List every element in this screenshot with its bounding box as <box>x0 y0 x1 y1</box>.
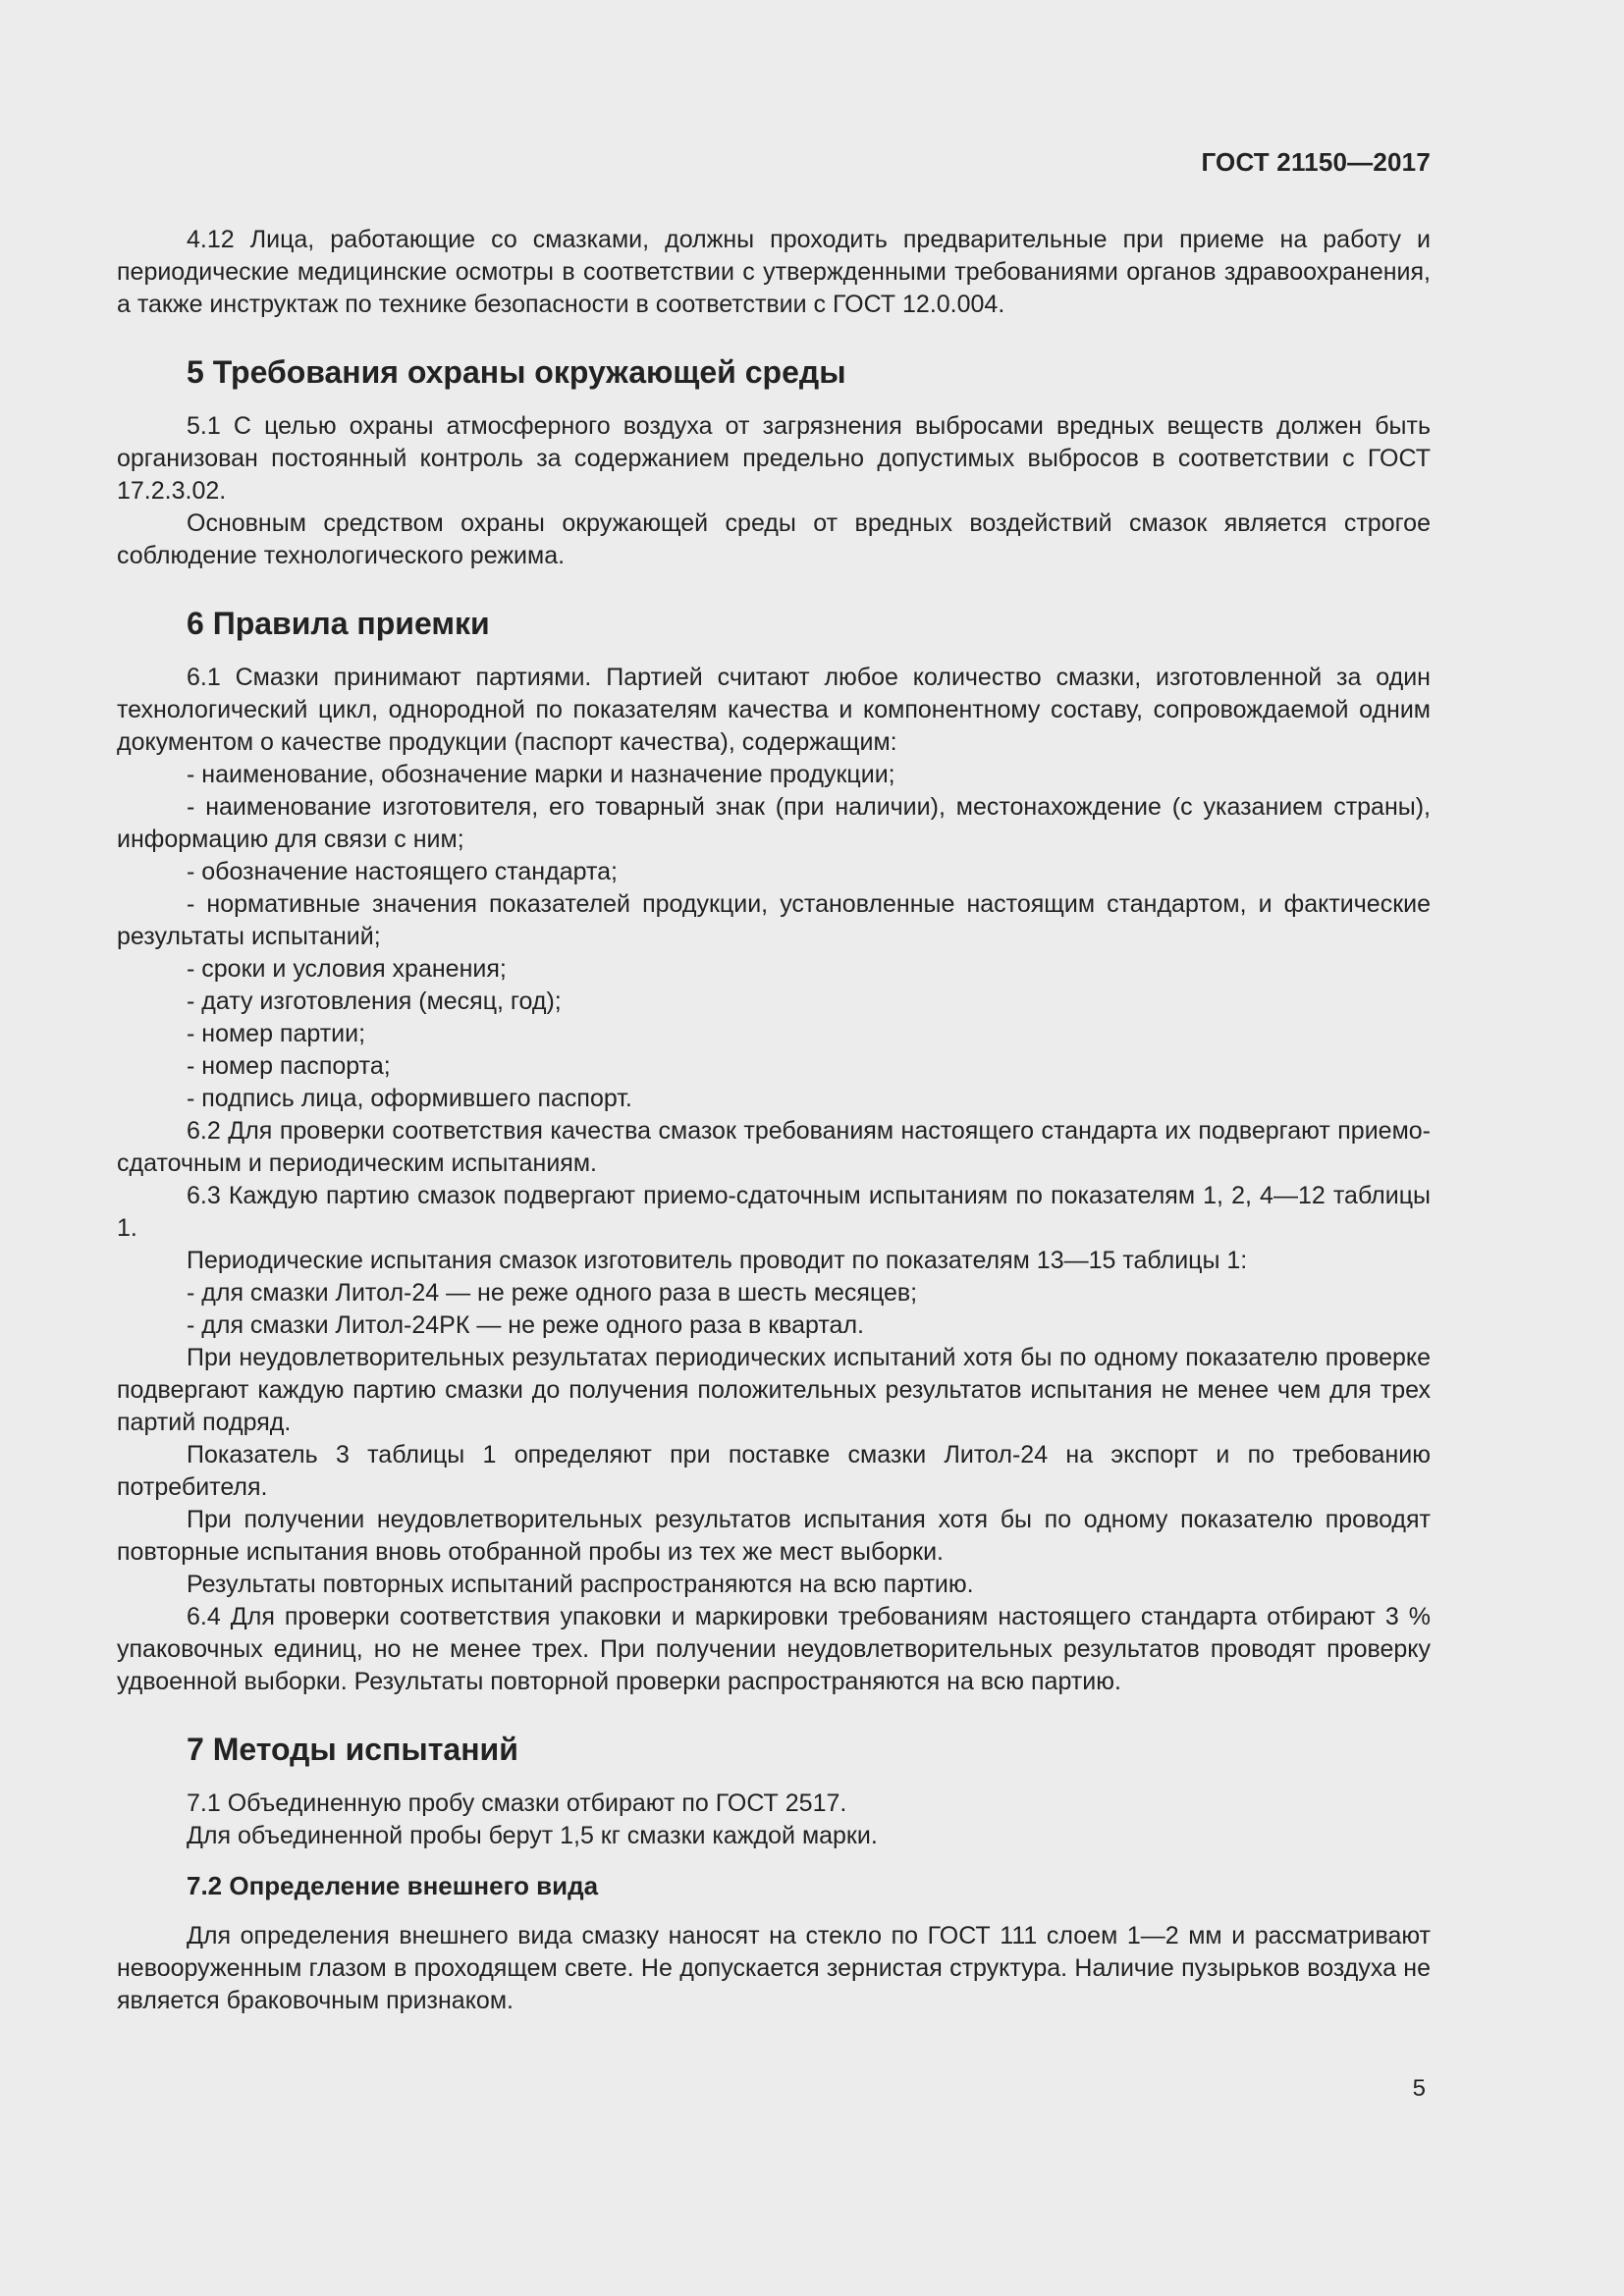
list-item: - номер паспорта; <box>187 1052 391 1080</box>
paragraph-7-1: 7.1 Объединенную пробу смазки отбирают по ГОСТ 2517. <box>187 1789 847 1817</box>
paragraph-6-3: 6.3 Каждую партию смазок подвергают приемо-сдаточным испытаниям по показателям 1, 2, 4—12 таблицы 1. <box>117 1182 1431 1242</box>
paragraph-4-12: 4.12 Лица, работающие со смазками, должны проходить предварительные при приеме на работу и периодические медицинские осмотры в соответствии с утвержденными требованиями органов здравоохранения, а также инструктаж по технике безопасности в соответствии с ГОСТ 12.0.004. <box>117 226 1431 318</box>
paragraph-7-2: Для определения внешнего вида смазку наносят на стекло по ГОСТ 111 слоем 1—2 мм и рассматривают невооруженным глазом в проходящем свете. Не допускается зернистая структура. Наличие пузырьков воздуха не является браковочным признаком. <box>117 1922 1431 2014</box>
document-body <box>117 224 1431 2017</box>
section-7-title: 7 Методы испытаний <box>187 1732 518 1767</box>
document-id-header: ГОСТ 21150—2017 <box>1201 147 1431 177</box>
paragraph-6-1: 6.1 Смазки принимают партиями. Партией считают любое количество смазки, изготовленной за один технологический цикл, однородной по показателям качества и компонентному составу, сопровождаемой одним документом о качестве продукции (паспорт качества), содержащим: <box>117 664 1431 756</box>
list-item: - наименование, обозначение марки и назначение продукции; <box>187 761 895 788</box>
list-item: - нормативные значения показателей продукции, установленные настоящим стандартом, и фактические результаты испытаний; <box>117 890 1431 950</box>
periodic-tests-list <box>117 1277 1431 1342</box>
list-item: - для смазки Литол-24РК — не реже одного раза в квартал. <box>187 1311 864 1339</box>
list-item: - обозначение настоящего стандарта; <box>187 858 618 885</box>
list-item: - для смазки Литол-24 — не реже одного раза в шесть месяцев; <box>187 1279 918 1307</box>
paragraph-unsatisfactory-periodic: При неудовлетворительных результатах периодических испытаний хотя бы по одному показателю проверке подвергают каждую партию смазки до получения положительных результатов испытания не менее чем для трех партий подряд. <box>117 1344 1431 1436</box>
list-item: - дату изготовления (месяц, год); <box>187 988 562 1015</box>
list-item: - наименование изготовителя, его товарный знак (при наличии), местонахождение (с указанием страны), информацию для связи с ним; <box>117 793 1431 853</box>
paragraph-5-1-continued: Основным средством охраны окружающей среды от вредных воздействий смазок является строгое соблюдение технологического режима. <box>117 509 1431 569</box>
paragraph-retest-results: Результаты повторных испытаний распространяются на всю партию. <box>187 1571 974 1598</box>
list-item: - номер партии; <box>187 1020 366 1047</box>
list-item: - подпись лица, оформившего паспорт. <box>187 1085 632 1112</box>
page-number: 5 <box>1412 2075 1426 2102</box>
section-6-title: 6 Правила приемки <box>187 606 490 641</box>
paragraph-periodic-tests: Периодические испытания смазок изготовитель проводит по показателям 13—15 таблицы 1: <box>187 1247 1248 1274</box>
list-item: - сроки и условия хранения; <box>187 955 507 983</box>
paragraph-7-1-continued: Для объединенной пробы берут 1,5 кг смазки каждой марки. <box>187 1822 878 1849</box>
paragraph-6-4: 6.4 Для проверки соответствия упаковки и маркировки требованиям настоящего стандарта отбирают 3 % упаковочных единиц, но не менее трех. При получении неудовлетворительных результатов проводят проверку удвоенной выборки. Результаты повторной проверки распространяются на всю партию. <box>117 1603 1431 1695</box>
paragraph-indicator-3: Показатель 3 таблицы 1 определяют при поставке смазки Литол-24 на экспорт и по требованию потребителя. <box>117 1441 1431 1501</box>
section-5-title: 5 Требования охраны окружающей среды <box>187 354 846 390</box>
subsection-7-2-title: 7.2 Определение внешнего вида <box>187 1871 599 1900</box>
paragraph-6-2: 6.2 Для проверки соответствия качества смазок требованиям настоящего стандарта их подвергают приемо-сдаточным и периодическим испытаниям. <box>117 1117 1431 1177</box>
passport-contents-list <box>117 759 1431 1115</box>
paragraph-5-1: 5.1 С целью охраны атмосферного воздуха от загрязнения выбросами вредных веществ должен быть организован постоянный контроль за содержанием предельно допустимых выбросов в соответствии с ГОСТ 17.2.3.02. <box>117 412 1431 505</box>
paragraph-retest: При получении неудовлетворительных результатов испытания хотя бы по одному показателю проводят повторные испытания вновь отобранной пробы из тех же мест выборки. <box>117 1506 1431 1566</box>
